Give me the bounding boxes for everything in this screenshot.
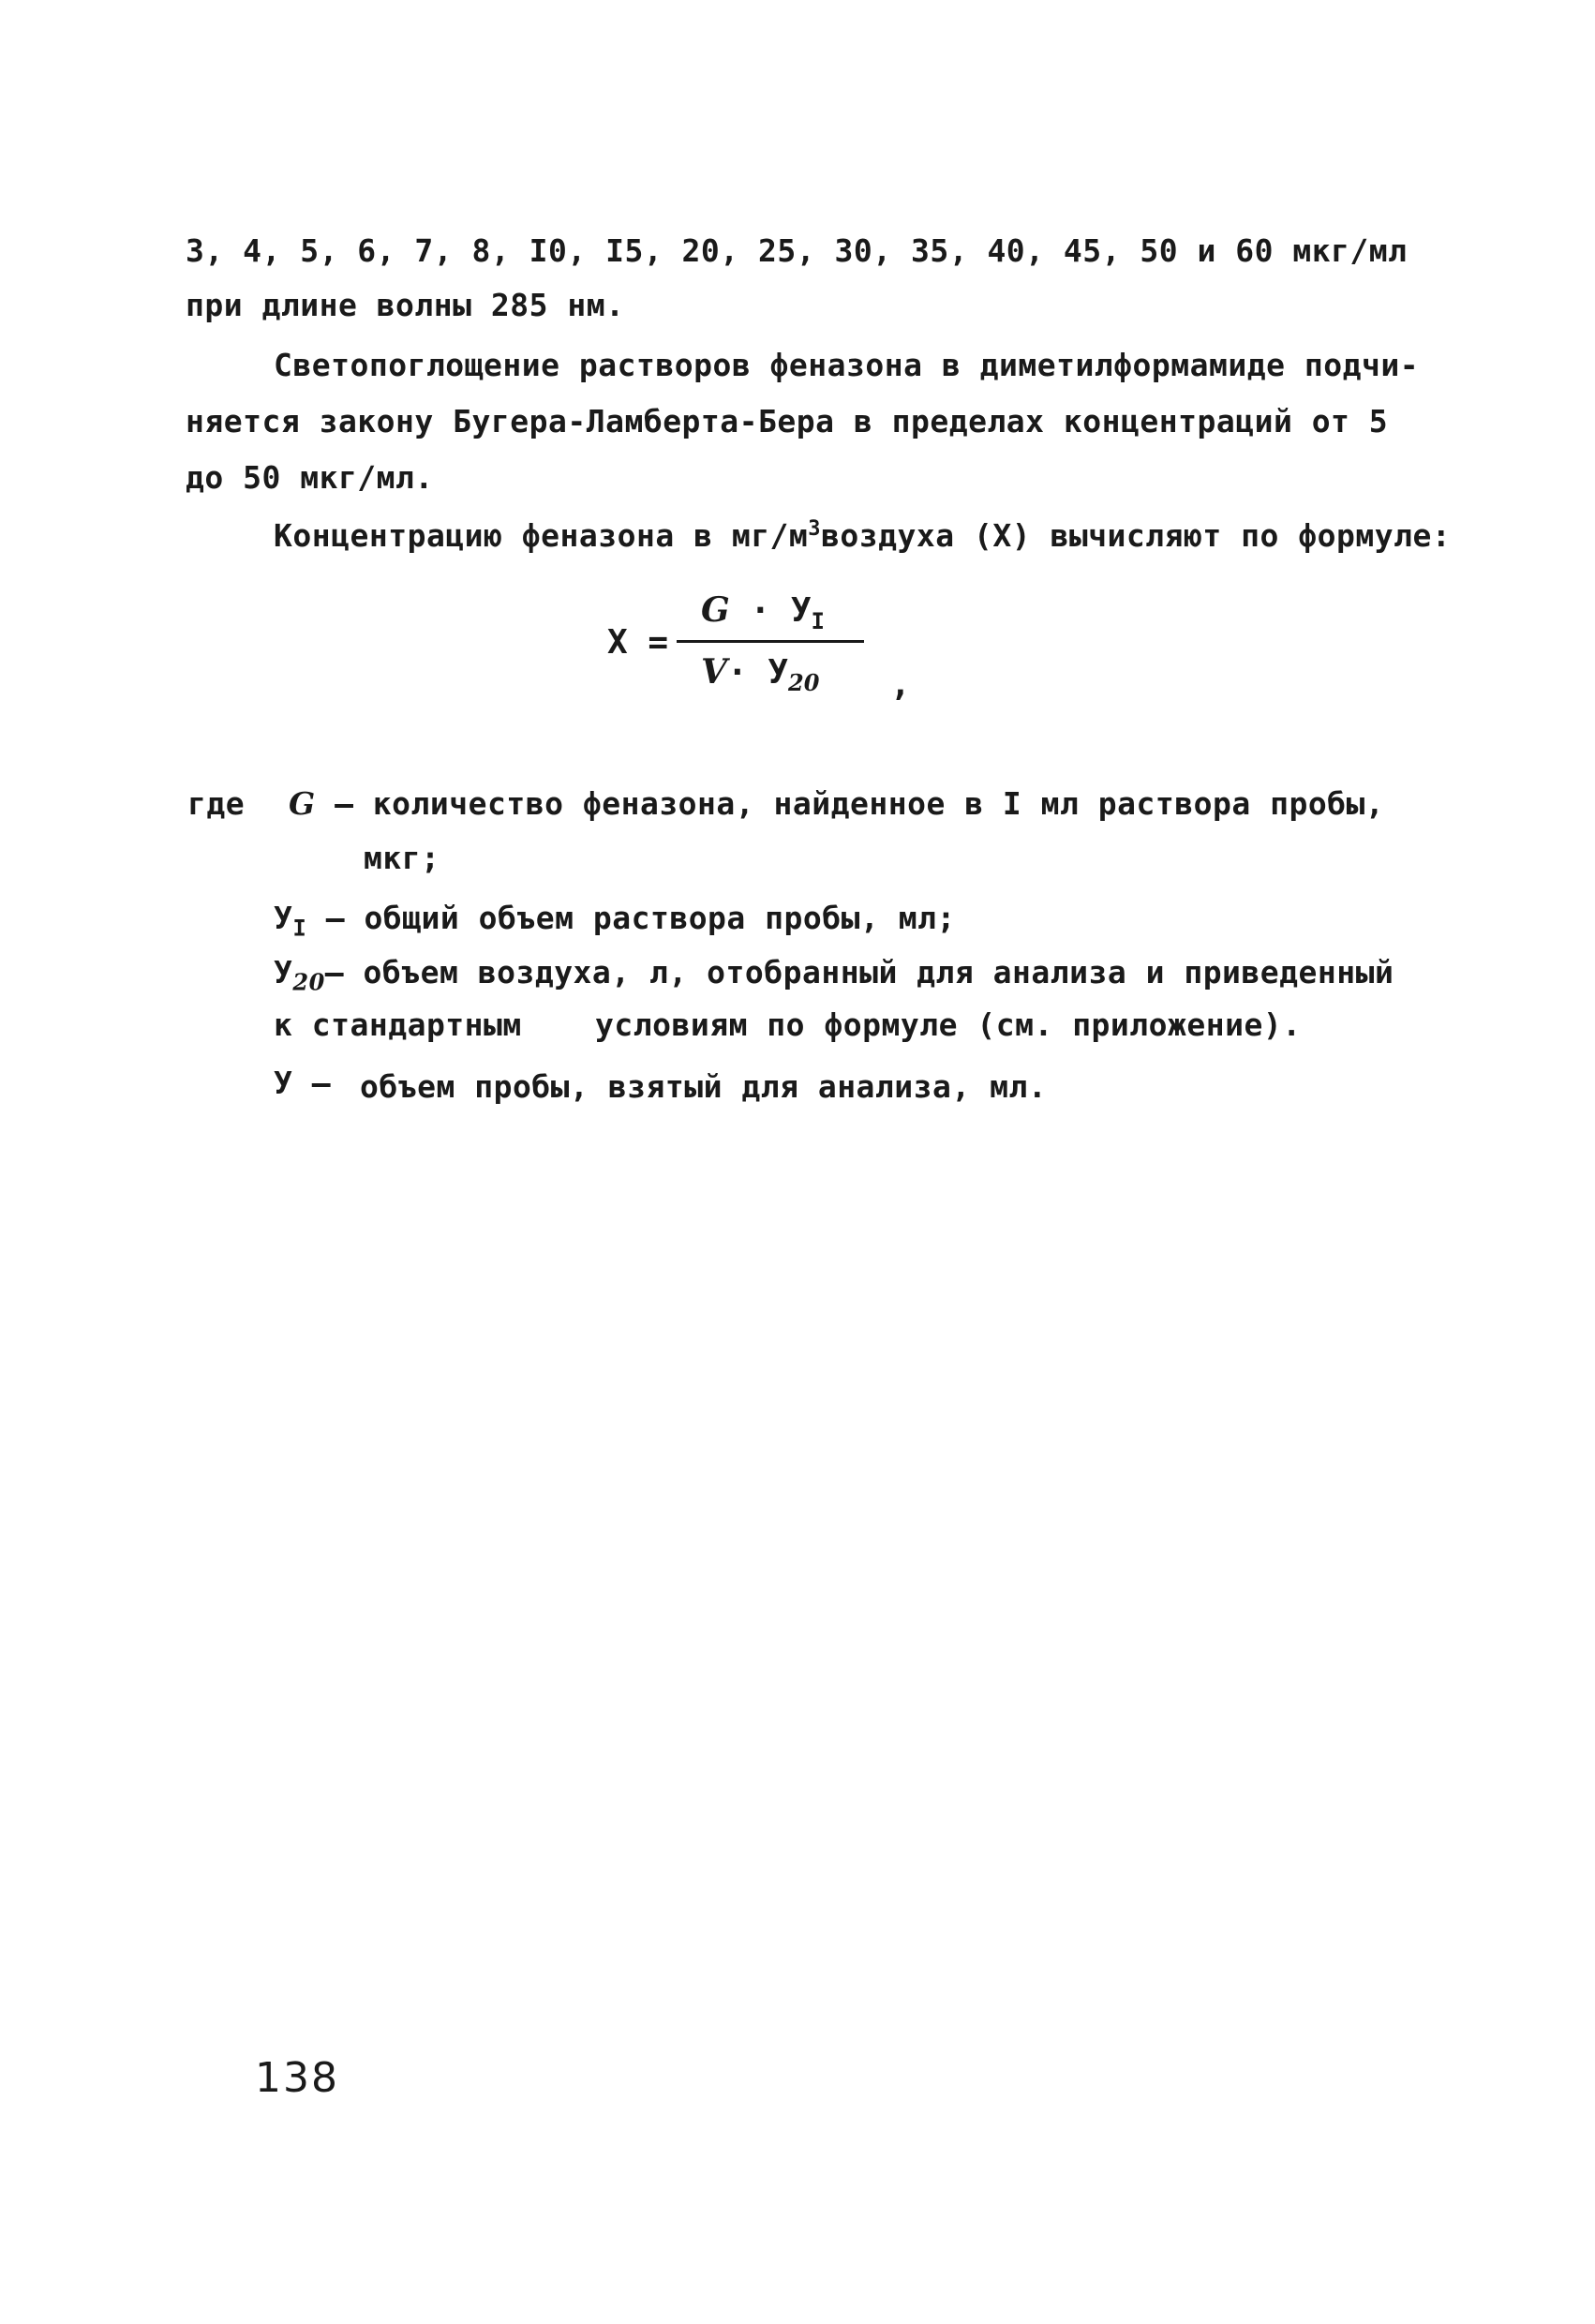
formula-comma: , — [890, 665, 911, 704]
superscript: 3 — [808, 517, 822, 541]
formula-symbol: У — [790, 591, 812, 630]
text-fragment: воздуха (X) вычисляют по формуле: — [821, 517, 1452, 554]
where-text: объем пробы, взятый для анализа, мл. — [360, 1068, 1048, 1105]
where-item — [274, 954, 1394, 996]
formula-symbol: У — [274, 900, 293, 936]
where-text: мкг; — [364, 840, 440, 876]
formula-symbol: У — [768, 653, 788, 692]
formula-denominator — [701, 652, 819, 696]
where-text: условиям по формуле (см. приложение). — [595, 1006, 1302, 1043]
formula-symbol: G — [289, 785, 316, 822]
formula-subscript: I — [292, 915, 307, 942]
text-line — [274, 517, 1451, 554]
where-text: – общий объем раствора пробы, мл; — [325, 900, 956, 936]
formula-symbol: У — [274, 954, 293, 991]
formula-operator: · — [750, 591, 771, 630]
text-line: 3, 4, 5, 6, 7, 8, I0, I5, 20, 25, 30, 35, 40, 45, 50 и 60 мкг/мл — [186, 232, 1408, 269]
where-text: к стандартным — [274, 1006, 522, 1043]
page-number: 138 — [255, 2054, 339, 2102]
where-text: – количество феназона, найденное в I мл раствора пробы, — [335, 785, 1385, 822]
formula-lhs: X = — [607, 623, 669, 662]
fraction-bar — [677, 640, 864, 643]
formula-symbol: V — [701, 652, 727, 692]
where-item — [274, 900, 956, 942]
text-line: до 50 мкг/мл. — [186, 459, 434, 496]
where-text: – объем воздуха, л, отобранный для анализа и приведенный — [324, 954, 1394, 991]
where-symbol: У – — [274, 1065, 332, 1101]
formula-symbol: G — [701, 590, 730, 630]
where-label: где — [187, 785, 246, 822]
formula-subscript: 20 — [788, 669, 820, 697]
text-line: при длине волны 285 нм. — [186, 287, 625, 323]
formula-numerator — [701, 590, 825, 634]
formula-subscript: I — [811, 608, 825, 635]
text-fragment: Концентрацию феназона в мг/м — [274, 517, 809, 554]
text-line: няется закону Бугера-Ламберта-Бера в пределах концентраций от 5 — [186, 403, 1389, 439]
where-item — [289, 785, 1384, 822]
formula-operator: · — [726, 653, 748, 692]
formula-subscript: 20 — [292, 968, 325, 996]
text-line: Светопоглощение растворов феназона в диметилформамиде подчи- — [274, 347, 1420, 383]
